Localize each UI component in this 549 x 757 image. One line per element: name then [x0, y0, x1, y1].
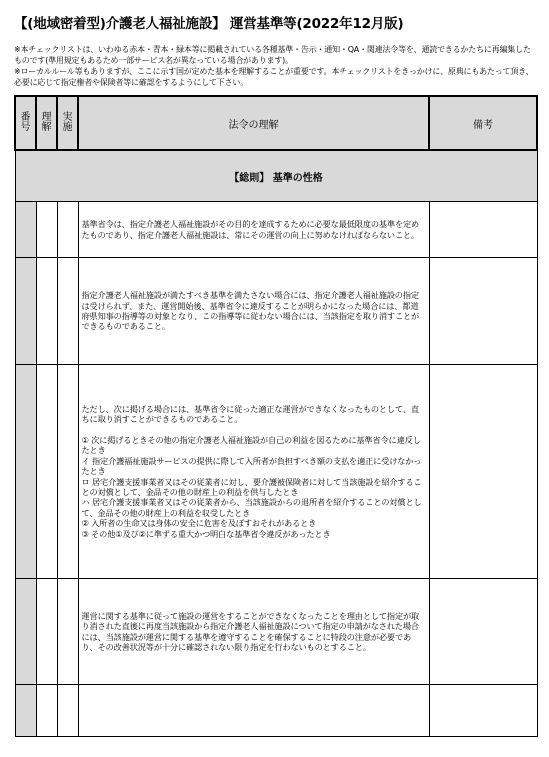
law-text: イ 指定介護福祉施設サービスの提供に際して入所者が負担すべき額の支払を適正に受けなかったとき [81, 455, 422, 477]
understanding-checkbox-cell[interactable] [36, 202, 57, 258]
table-row [15, 202, 537, 258]
section-row [15, 150, 537, 202]
law-text: 基準省令は、指定介護老人福祉施設がその目的を達成するために必要な最低限度の基準を定めたものであり、指定介護老人福祉施設は、常にその運営の向上に努めなければならないこと。 [81, 219, 420, 240]
header-remarks: 備考 [429, 96, 537, 150]
notes-block [14, 44, 536, 88]
header-law: 法令の理解 [78, 96, 429, 150]
law-text: 指定介護老人福祉施設が満たすべき基準を満たさない場合には、指定介護老人福祉施設の指定は受けられず、また、運営開始後、基準省令に違反することが明らかになった場合には、都道府県知事の指導等の対象となり、この指導等に従わない場合には、当該指定を取り消すことができるものであること。 [81, 290, 420, 332]
law-text: ただし、次に掲げる場合には、基準省令に従った適正な運営ができなくなったものとして、直ちに取り消すことができるものであること。 [81, 404, 419, 425]
understanding-checkbox-cell[interactable] [36, 685, 57, 737]
law-text: ロ 居宅介護支援事業者又はその従業者に対し、要介護被保険者に対して当該施設を紹介することの対償として、金品その他の財産上の利益を供与したとき [81, 476, 422, 497]
understanding-checkbox-cell[interactable] [36, 258, 57, 365]
table-header-row [15, 96, 537, 150]
number-cell [15, 579, 36, 685]
law-cell [78, 258, 429, 365]
header-implementation: 実施 [57, 96, 78, 150]
remarks-cell[interactable] [429, 258, 537, 365]
law-text: ② 入所者の生命又は身体の安全に危害を及ぼすおそれがあるとき [81, 518, 317, 529]
law-text: ハ 居宅介護支援事業者又はその従業者から、当該施設からの退所者を紹介することの対償として、金品その他の財産上の利益を収受したとき [81, 497, 422, 518]
spacer [82, 425, 425, 435]
number-cell [15, 258, 36, 365]
table-row [15, 365, 537, 579]
implementation-checkbox-cell[interactable] [57, 579, 78, 685]
understanding-checkbox-cell[interactable] [36, 365, 57, 579]
law-text: 運営に関する基準に従って施設の運営をすることができなくなったことを理由として指定が取り消された直後に再度当該施設から指定介護老人福祉施設について指定の申請がなされた場合には、当該施設が運営に関する基準を遵守することを確保することに特段の注意が必要であり、その改善状況等が十分に確認されない限り指定を行わないものとすること。 [81, 610, 420, 652]
note-text: ※本チェックリストは、いわゆる赤本・青本・緑本等に掲載されている各種基準・告示・通知・QA・関連法令等を、通読できるかたちに再編集したものです(準用規定もあるため一部サービス名が異なっている場合があります)。 [14, 45, 531, 65]
implementation-checkbox-cell[interactable] [57, 365, 78, 579]
law-text: ① 次に掲げるときその他の指定介護老人福祉施設が自己の利益を図るために基準省令に違反したとき [81, 434, 421, 456]
implementation-checkbox-cell[interactable] [57, 685, 78, 737]
law-cell [78, 365, 429, 579]
understanding-checkbox-cell[interactable] [36, 579, 57, 685]
section-title: 【総則】 基準の性格 [15, 150, 537, 202]
document-title: 【(地域密着型)介護老人福祉施設】 運営基準等(2022年12月版) [14, 16, 404, 32]
table-row [15, 685, 537, 737]
implementation-checkbox-cell[interactable] [57, 202, 78, 258]
note-text: ※ローカルルール等もありますが、ここに示す国が定めた基本を理解することが重要です。本チェックリストをきっかけに、原典にもあたって頂き、必要に応じて指定権者や保険者等に確認をするようにして下さい。 [14, 67, 534, 87]
remarks-cell[interactable] [429, 202, 537, 258]
implementation-checkbox-cell[interactable] [57, 258, 78, 365]
law-cell [78, 579, 429, 685]
law-cell [78, 685, 429, 737]
header-number: 番号 [15, 96, 36, 150]
table-row [15, 579, 537, 685]
remarks-cell[interactable] [429, 365, 537, 579]
law-cell [78, 202, 429, 258]
checklist-table [14, 95, 538, 737]
remarks-cell[interactable] [429, 685, 537, 737]
number-cell [15, 365, 36, 579]
remarks-cell[interactable] [429, 579, 537, 685]
number-cell [15, 685, 36, 737]
header-understanding: 理解 [36, 96, 57, 150]
law-text: ③ その他①及び②に準ずる重大かつ明白な基準省令違反があったとき [81, 528, 331, 539]
number-cell [15, 202, 36, 258]
table-row [15, 258, 537, 365]
